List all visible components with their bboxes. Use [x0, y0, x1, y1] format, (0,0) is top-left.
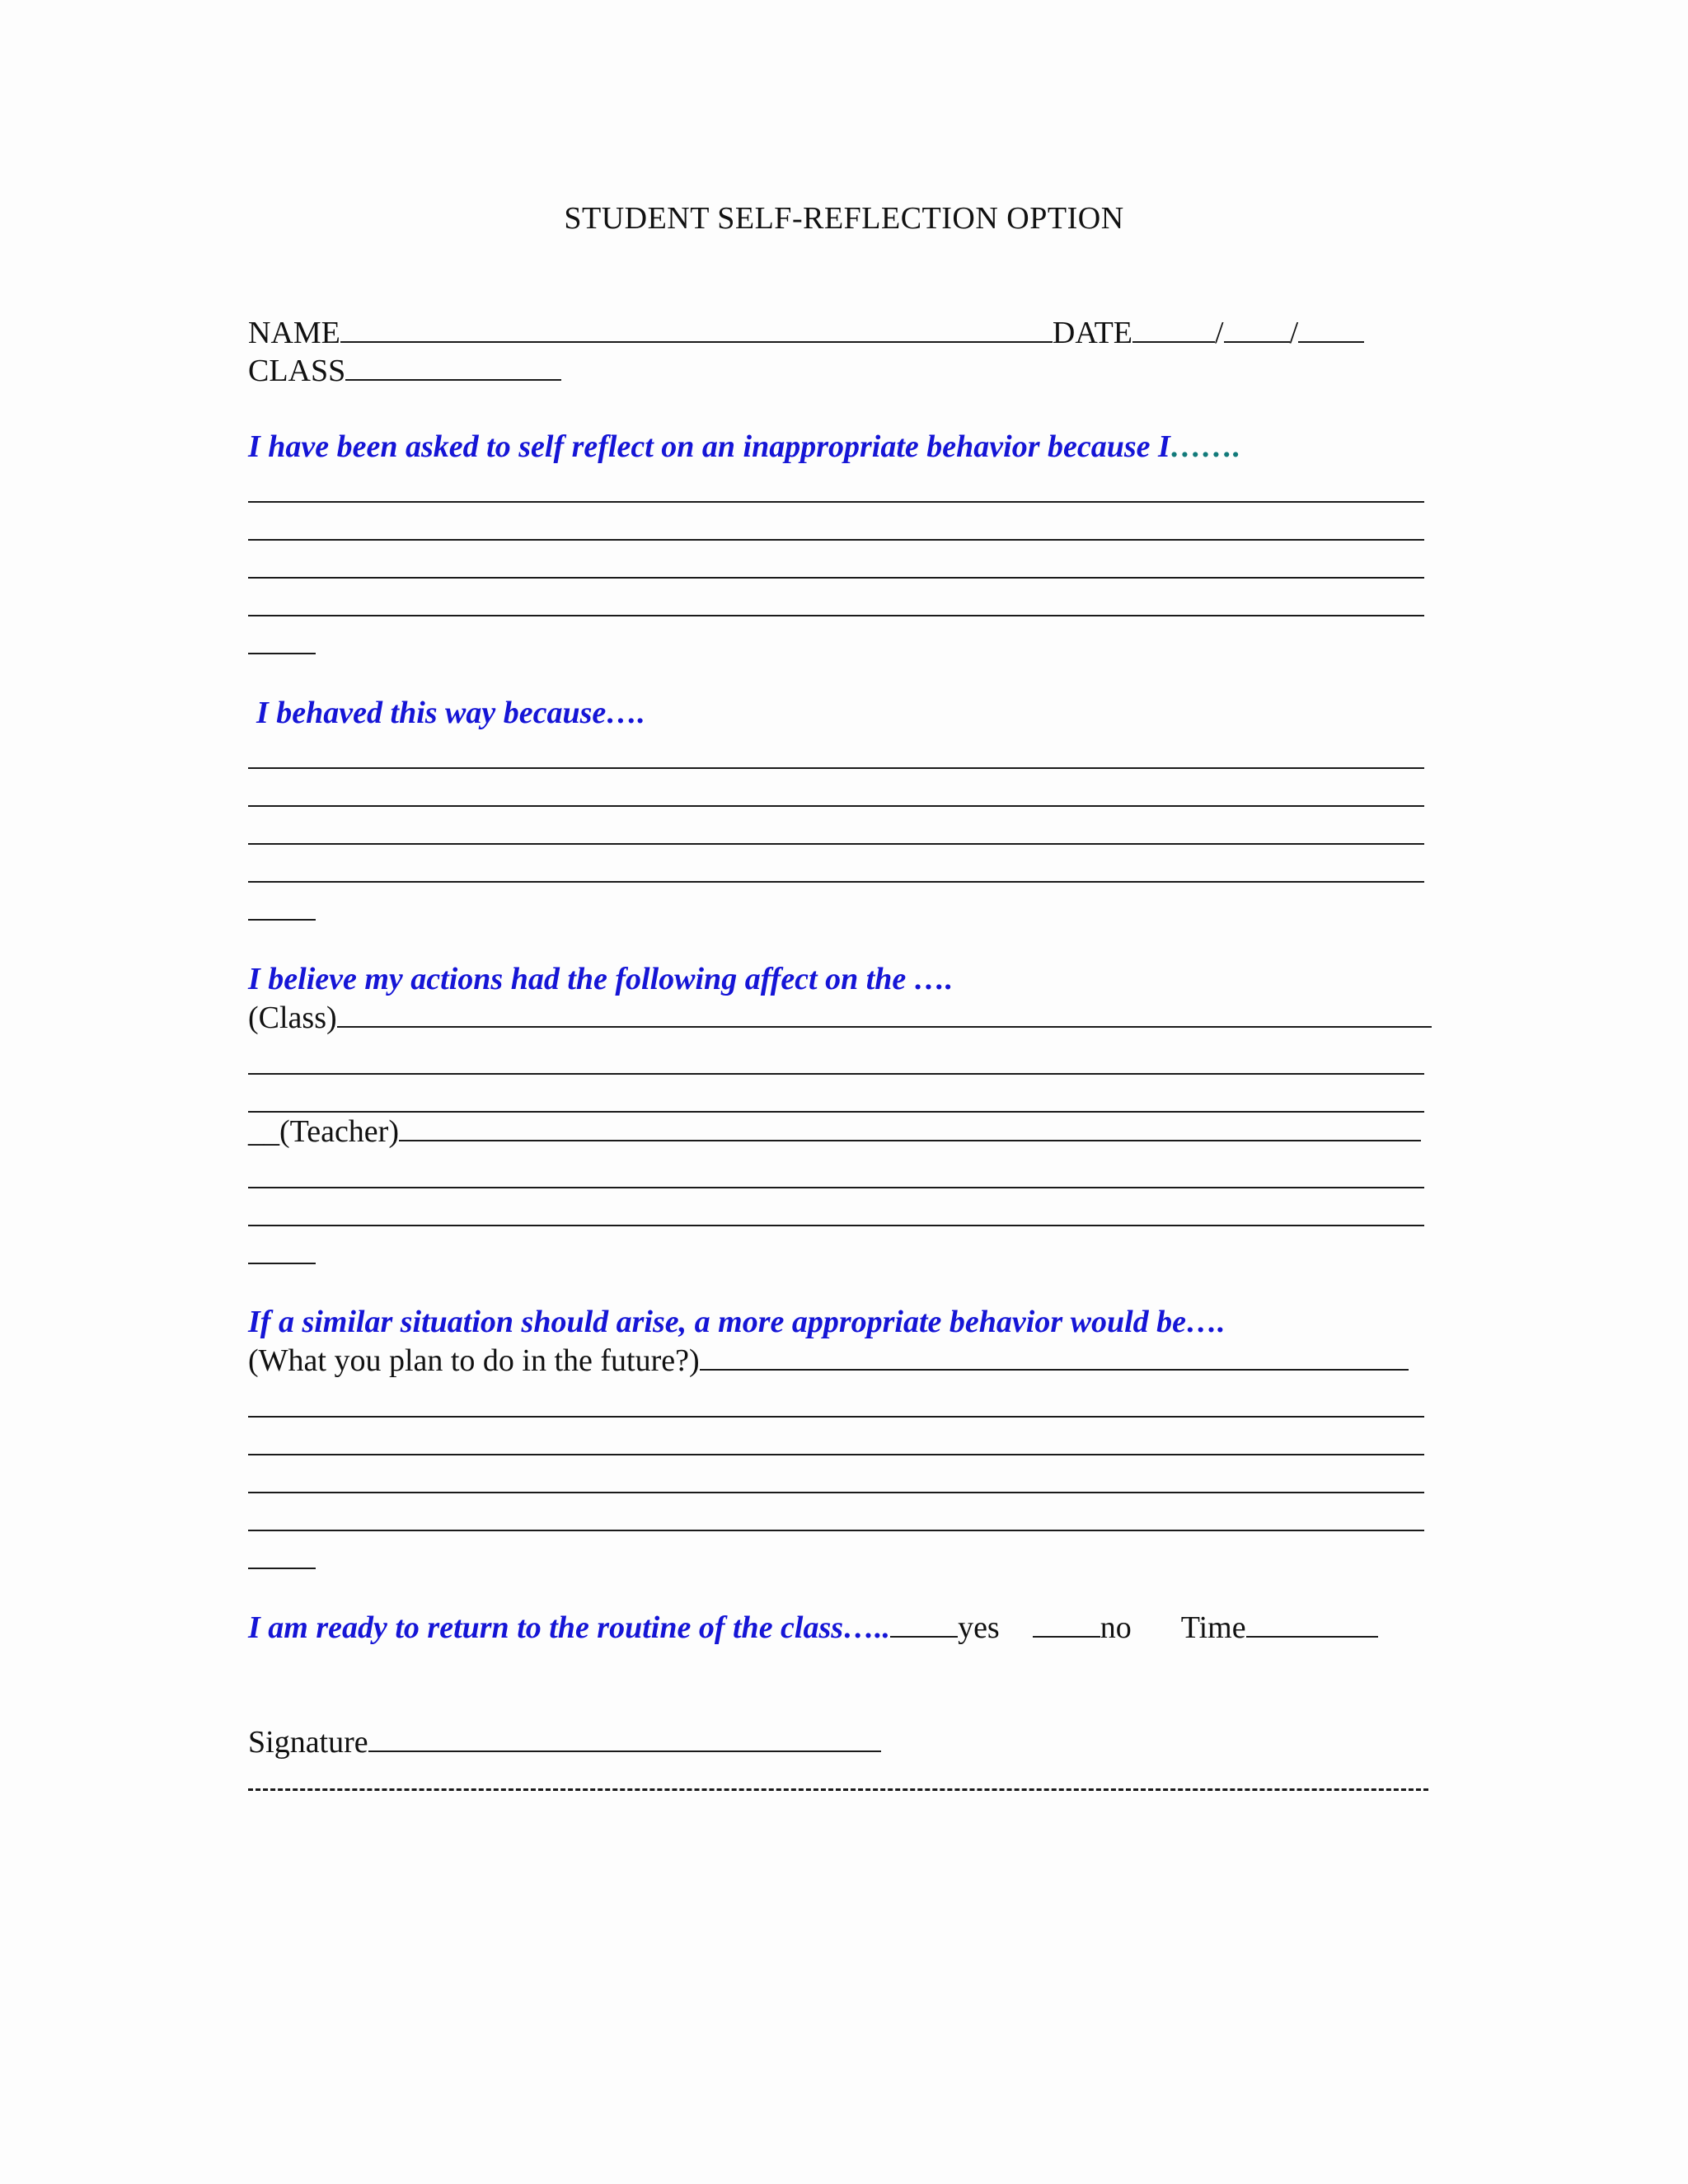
question-4-heading: If a similar situation should arise, a more appropriate behavior would be….: [248, 1305, 1226, 1339]
cut-line: [248, 1788, 1428, 1791]
answer-line[interactable]: [248, 805, 1424, 807]
no-label: no: [1100, 1610, 1132, 1645]
answer-line[interactable]: [248, 1225, 1424, 1226]
date-separator: /: [1289, 316, 1299, 350]
name-label: NAME: [248, 316, 340, 350]
class-field[interactable]: [345, 351, 561, 381]
answer-line[interactable]: [248, 843, 1424, 845]
answer-line[interactable]: [248, 1416, 1424, 1418]
question-1-heading: [248, 428, 1240, 466]
answer-line-short[interactable]: [248, 1568, 316, 1569]
question-2-heading: I behaved this way because….: [256, 696, 645, 730]
teacher-effect-row: [248, 1112, 1421, 1151]
question-1-dots: …….: [1170, 429, 1241, 464]
signature-row: [248, 1722, 881, 1761]
answer-line[interactable]: [248, 577, 1424, 579]
question-1-text: I have been asked to self reflect on an inappropriate behavior because I: [248, 429, 1170, 464]
future-plan-field[interactable]: [700, 1341, 1409, 1371]
future-plan-row: [248, 1341, 1409, 1380]
time-label: Time: [1180, 1610, 1246, 1645]
name-date-row: [248, 313, 1364, 352]
question-5-text: I am ready to return to the routine of the class…..: [248, 1610, 891, 1645]
class-label: CLASS: [248, 354, 346, 388]
yes-blank[interactable]: [890, 1608, 958, 1638]
question-3-heading: I believe my actions had the following affect on the ….: [248, 962, 954, 996]
date-separator: /: [1215, 316, 1224, 350]
form-title: STUDENT SELF-REFLECTION OPTION: [564, 201, 1124, 236]
time-field[interactable]: [1246, 1608, 1378, 1638]
answer-line[interactable]: [248, 1454, 1424, 1455]
signature-field[interactable]: [368, 1722, 881, 1752]
class-effect-label: (Class): [248, 1001, 337, 1035]
teacher-effect-field[interactable]: [399, 1112, 1421, 1141]
answer-line-short[interactable]: [248, 1263, 316, 1264]
answer-line[interactable]: [248, 1187, 1424, 1188]
answer-line-short[interactable]: [248, 653, 316, 654]
signature-label: Signature: [248, 1725, 368, 1760]
answer-line[interactable]: [248, 539, 1424, 541]
date-month-field[interactable]: [1132, 313, 1215, 343]
answer-line[interactable]: [248, 767, 1424, 769]
answer-line[interactable]: [248, 1530, 1424, 1531]
class-effect-row: [248, 998, 1432, 1037]
class-effect-field[interactable]: [337, 998, 1432, 1028]
answer-line[interactable]: [248, 501, 1424, 503]
name-field[interactable]: [340, 313, 1053, 343]
answer-line[interactable]: [248, 881, 1424, 883]
teacher-prefix-blank[interactable]: __: [248, 1114, 279, 1149]
date-label: DATE: [1052, 316, 1132, 350]
answer-line[interactable]: [248, 1073, 1424, 1075]
teacher-effect-label: (Teacher): [279, 1114, 399, 1149]
answer-line[interactable]: [248, 615, 1424, 616]
date-day-field[interactable]: [1224, 313, 1290, 343]
future-plan-label: (What you plan to do in the future?): [248, 1343, 700, 1378]
ready-row: [248, 1608, 1378, 1653]
answer-line-short[interactable]: [248, 919, 316, 921]
yes-label: yes: [958, 1610, 1000, 1645]
no-blank[interactable]: [1033, 1608, 1100, 1638]
date-year-field[interactable]: [1298, 313, 1364, 343]
class-row: [248, 351, 561, 390]
answer-line[interactable]: [248, 1492, 1424, 1493]
